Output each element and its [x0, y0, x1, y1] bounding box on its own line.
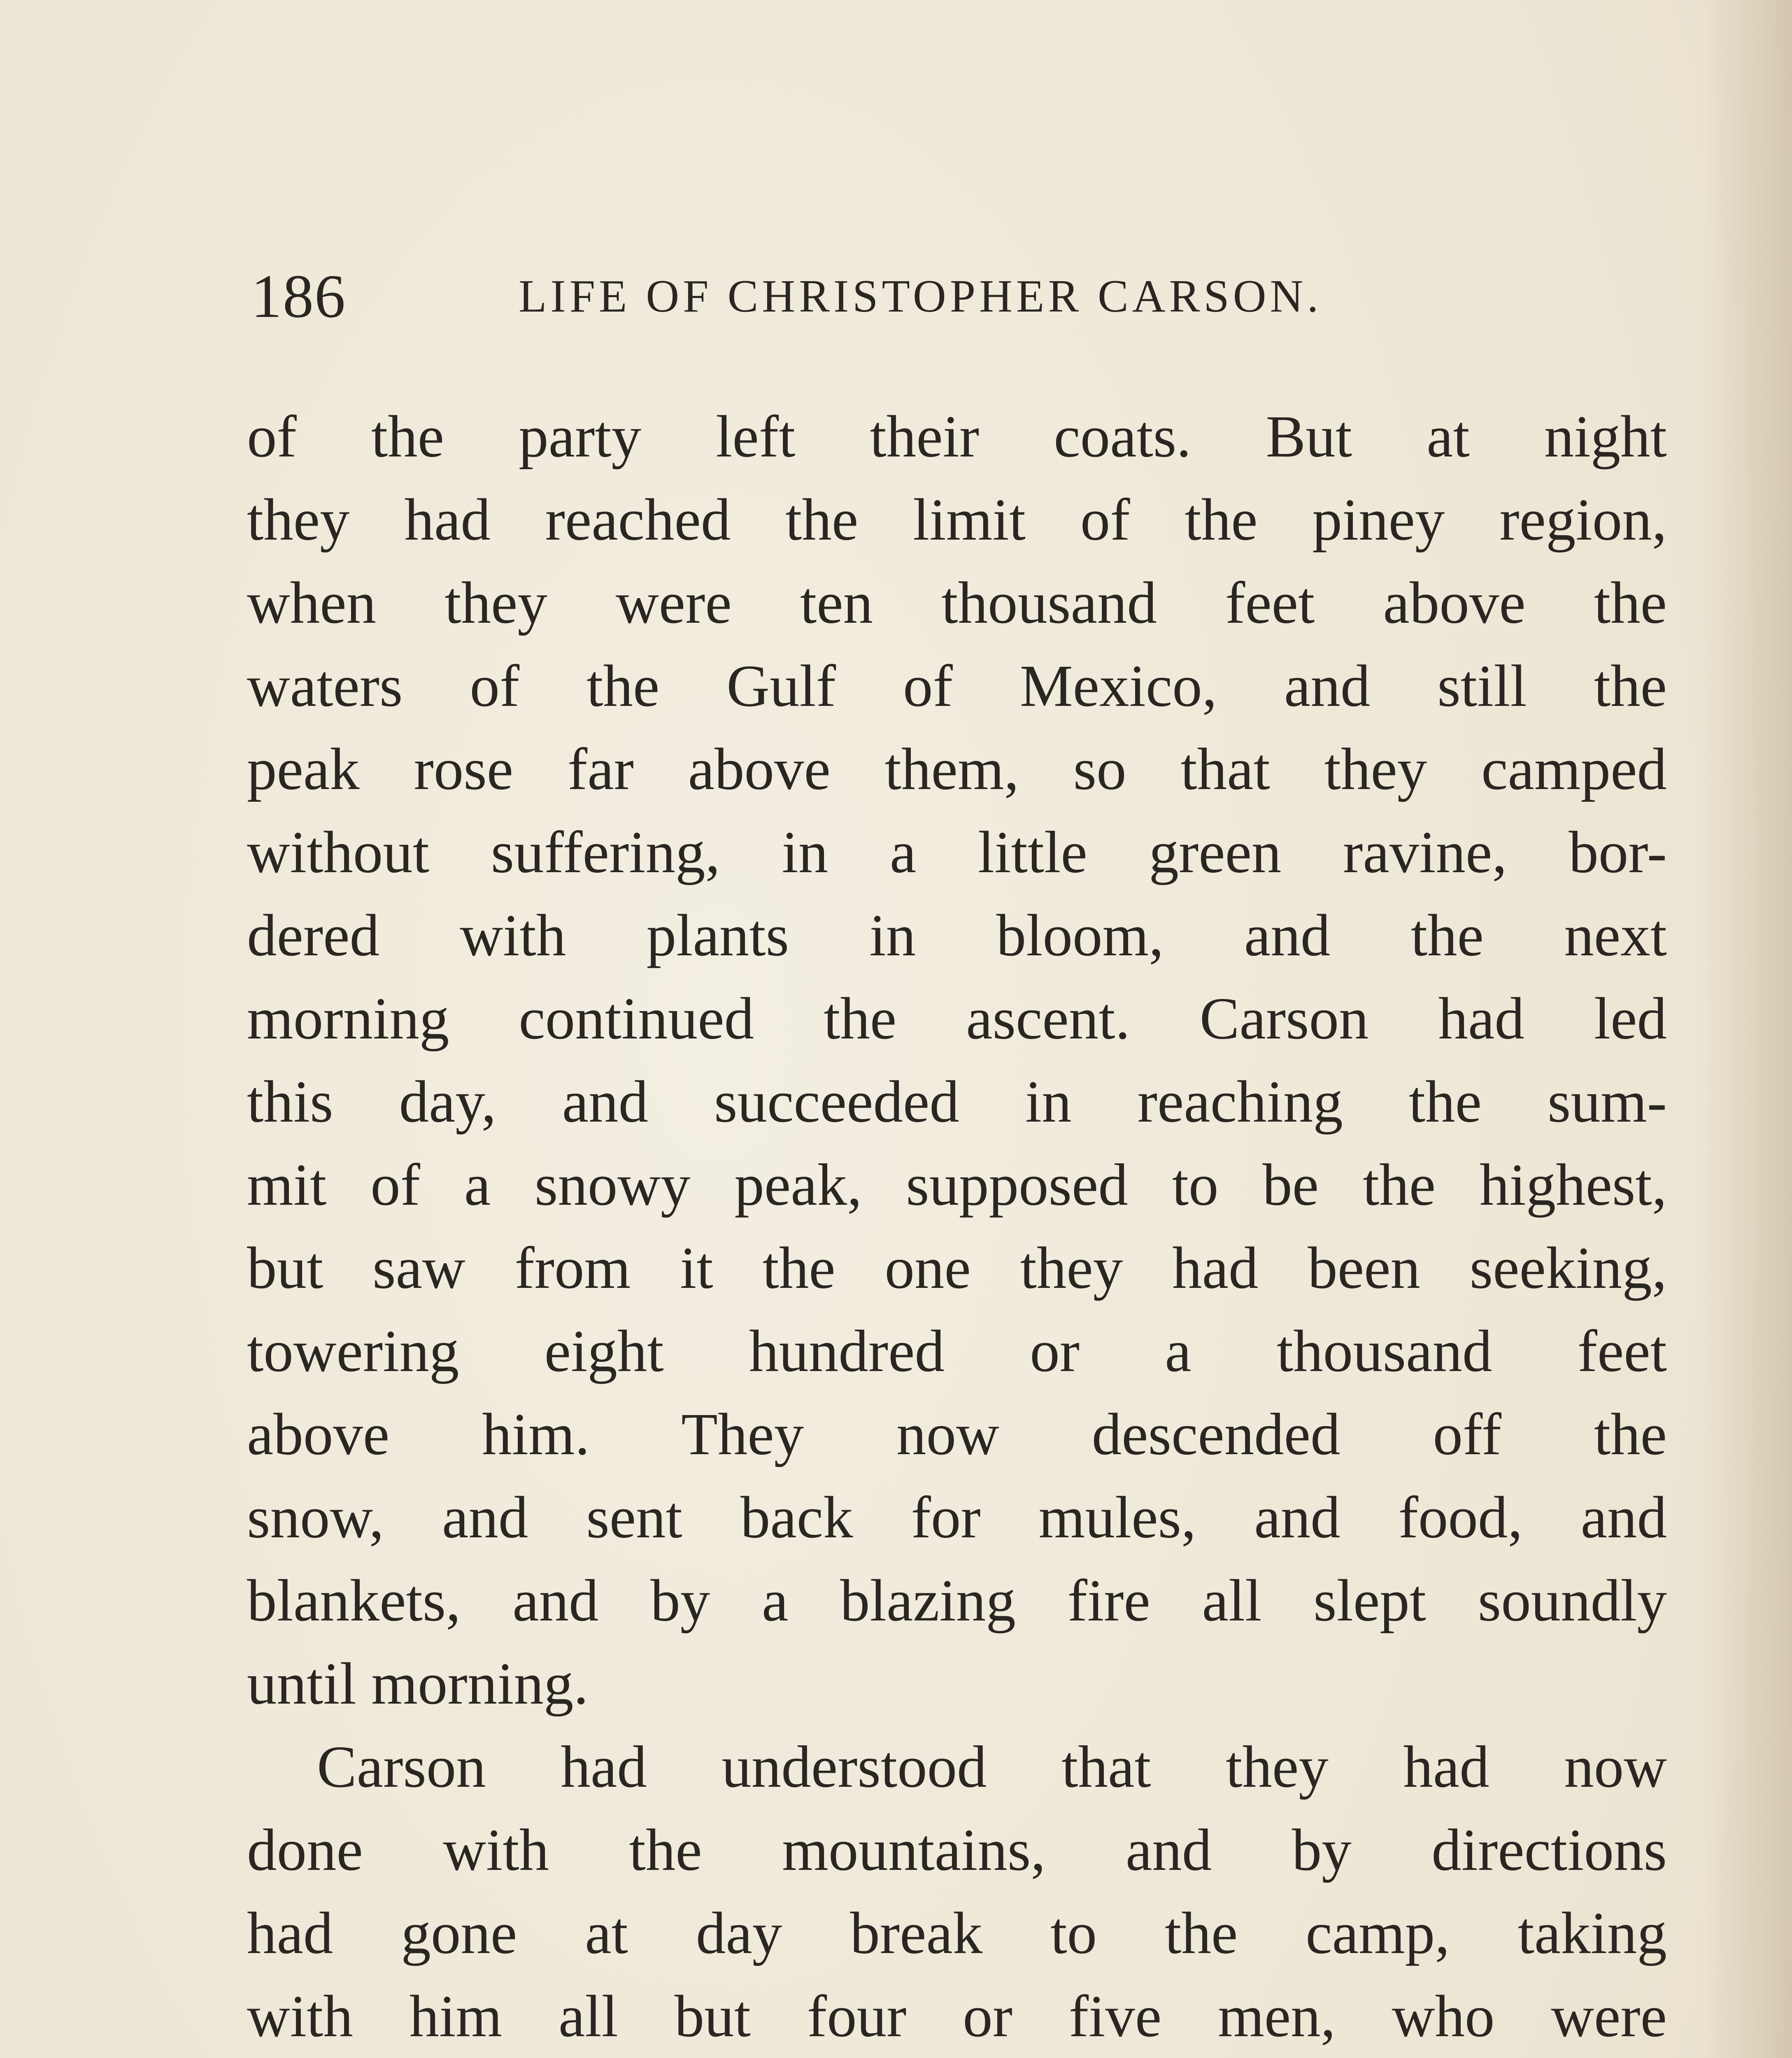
text-line: without suffering, in a little green ravine, bor-	[247, 819, 1667, 885]
text-line: when they were ten thousand feet above the	[247, 570, 1667, 636]
text-line: of the party left their coats. But at night	[247, 404, 1667, 470]
text-line: dered with plants in bloom, and the next	[247, 903, 1667, 968]
text-line: mit of a snowy peak, supposed to be the highest,	[247, 1152, 1667, 1218]
running-title: LIFE OF CHRISTOPHER CARSON.	[519, 271, 1322, 322]
page-header	[251, 255, 1671, 338]
text-line: with him all but four or five men, who were	[247, 1984, 1667, 2049]
text-line: snow, and sent back for mules, and food, and	[247, 1485, 1667, 1550]
text-line: towering eight hundred or a thousand feet	[247, 1318, 1667, 1384]
text-line: they had reached the limit of the piney region,	[247, 487, 1667, 553]
body-text	[247, 395, 1667, 2058]
text-line: this day, and succeeded in reaching the sum-	[247, 1069, 1667, 1135]
text-line: had gone at day break to the camp, taking	[247, 1900, 1667, 1966]
text-line: above him. They now descended off the	[247, 1401, 1667, 1467]
text-line: peak rose far above them, so that they camped	[247, 736, 1667, 802]
page-number: 186	[251, 262, 346, 331]
text-line: waters of the Gulf of Mexico, and still the	[247, 653, 1667, 719]
text-line: morning continued the ascent. Carson had led	[247, 986, 1667, 1052]
text-line: but saw from it the one they had been seeking,	[247, 1235, 1667, 1301]
paragraph-start-line: Carson had understood that they had now	[317, 1734, 1667, 1800]
text-line: blankets, and by a blazing fire all slept soundly	[247, 1568, 1667, 1634]
paragraph-end-line: until morning.	[247, 1651, 589, 1717]
page-edge-shadow	[1701, 0, 1792, 2058]
text-line: done with the mountains, and by directions	[247, 1817, 1667, 1883]
